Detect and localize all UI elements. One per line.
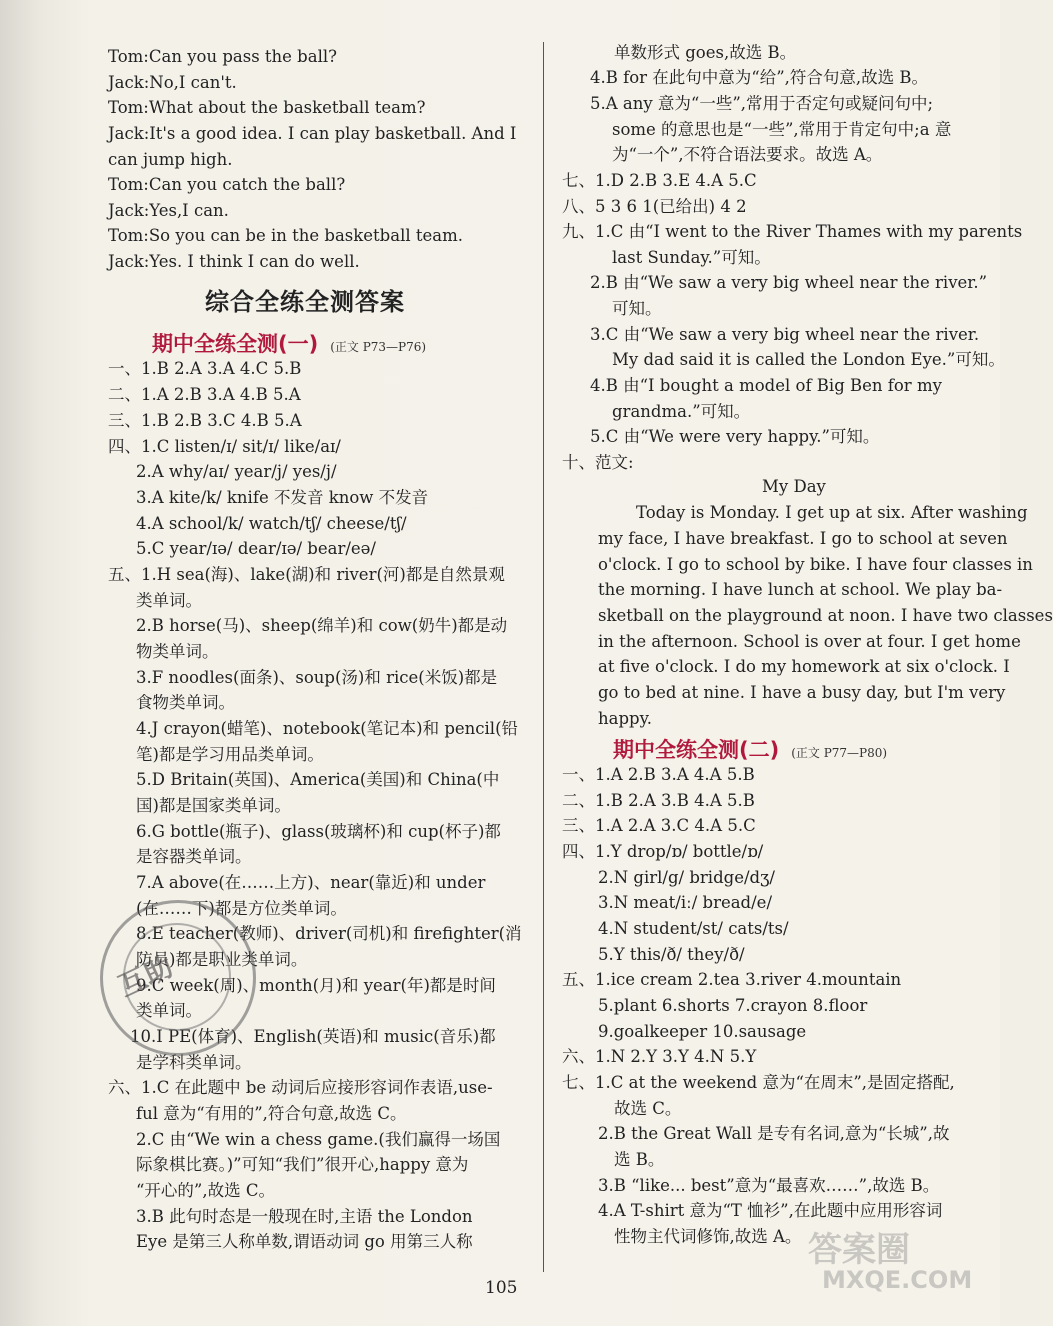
answer-line: 三、1.A 2.A 3.C 4.A 5.C: [562, 816, 756, 835]
answer-line: 四、1.C listen/ɪ/ sit/ɪ/ like/aɪ/: [108, 437, 341, 456]
answer-line: some 的意思也是“一些”,常用于肯定句中;a 意: [612, 120, 952, 139]
answer-line: 可知。: [612, 299, 662, 318]
answer-line: grandma.”可知。: [612, 402, 751, 421]
stamp-text: 互助: [113, 949, 178, 1004]
answer-line: 性物主代词修饰,故选 A。: [614, 1227, 802, 1246]
answer-line: 3.C 由“We saw a very big wheel near the river.: [590, 325, 980, 344]
page-number: 105: [485, 1278, 518, 1298]
answer-line: last Sunday.”可知。: [612, 248, 771, 267]
answer-line: 2.B horse(马)、sheep(绵羊)和 cow(奶牛)都是动: [136, 616, 508, 635]
essay-line: in the afternoon. School is over at four. I get home: [598, 632, 1021, 651]
dialogue-line: Jack:It's a good idea. I can play basketball. And I: [108, 124, 517, 143]
answer-line: 防员)都是职业类单词。: [136, 950, 308, 969]
dialogue-line: Jack:Yes. I think I can do well.: [108, 252, 360, 271]
section-heading-1: [152, 328, 426, 358]
answer-line: 4.A T-shirt 意为“T 恤衫”,在此题中应用形容词: [598, 1201, 943, 1220]
answer-line: 5.A any 意为“一些”,常用于否定句或疑问句中;: [590, 94, 934, 113]
section-title: 期中全练全测(一): [152, 332, 319, 356]
answer-line: 10.I PE(体育)、English(英语)和 music(音乐)都: [130, 1027, 496, 1046]
dialogue-line: Jack:No,I can't.: [108, 73, 237, 92]
answer-line: 九、1.C 由“I went to the River Thames with my parents: [562, 222, 1023, 241]
answer-line: 一、1.A 2.B 3.A 4.A 5.B: [562, 765, 755, 784]
answer-line: 2.B the Great Wall 是专有名词,意为“长城”,故: [598, 1124, 950, 1143]
column-divider: [543, 42, 544, 1272]
answer-line: 笔)都是学习用品类单词。: [136, 745, 324, 764]
answer-line: 4.J crayon(蜡笔)、notebook(笔记本)和 pencil(铅: [136, 719, 519, 738]
essay-line: sketball on the playground at noon. I have two classes: [598, 606, 1053, 625]
essay-title: My Day: [762, 477, 826, 496]
answer-line: 是容器类单词。: [136, 847, 252, 866]
answer-line: 3.B 此句时态是一般现在时,主语 the London: [136, 1207, 473, 1226]
essay-line: o'clock. I go to school by bike. I have four classes in: [598, 555, 1033, 574]
answer-line: 2.A why/aɪ/ year/j/ yes/j/: [136, 462, 337, 481]
stamp-seal: [100, 900, 256, 1056]
answer-line: 五、1.H sea(海)、lake(湖)和 river(河)都是自然景观: [108, 565, 505, 584]
watermark-logo: 答案圈: [808, 1230, 910, 1270]
answer-line: 二、1.A 2.B 3.A 4.B 5.A: [108, 385, 301, 404]
answer-line: 为“一个”,不符合语法要求。故选 A。: [612, 145, 883, 164]
answer-line: 8.E teacher(教师)、driver(司机)和 firefighter(消: [136, 924, 522, 943]
answer-line: (在……下)都是方位类单词。: [136, 899, 347, 918]
answer-line: 5.Y this/ð/ they/ð/: [598, 945, 745, 964]
answer-line: 六、1.N 2.Y 3.Y 4.N 5.Y: [562, 1047, 757, 1066]
answer-line: 5.C 由“We were very happy.”可知。: [590, 427, 880, 446]
answer-line: 单数形式 goes,故选 B。: [614, 43, 797, 62]
watermark-url: MXQE.COM: [822, 1266, 973, 1294]
answer-line: 际象棋比赛。)”可知“我们”很开心,happy 意为: [136, 1155, 469, 1174]
answer-line: 6.G bottle(瓶子)、glass(玻璃杯)和 cup(杯子)都: [136, 822, 501, 841]
answer-line: 5.D Britain(英国)、America(美国)和 China(中: [136, 770, 500, 789]
answer-line: 七、1.C at the weekend 意为“在周末”,是固定搭配,: [562, 1073, 955, 1092]
answer-line: 四、1.Y drop/ɒ/ bottle/ɒ/: [562, 842, 764, 861]
answer-line: 4.B for 在此句中意为“给”,符合句意,故选 B。: [590, 68, 929, 87]
dialogue-line: Tom:What about the basketball team?: [108, 98, 426, 117]
essay-line: the morning. I have lunch at school. We play ba-: [598, 580, 1003, 599]
essay-line: my face, I have breakfast. I go to school at seven: [598, 529, 1008, 548]
answer-line: 4.A school/k/ watch/tʃ/ cheese/tʃ/: [136, 514, 407, 533]
essay-line: at five o'clock. I do my homework at six o'clock. I: [598, 657, 1010, 676]
answer-line: 五、1.ice cream 2.tea 3.river 4.mountain: [562, 970, 902, 989]
dialogue-line: Tom:So you can be in the basketball team.: [108, 226, 463, 245]
answer-line: 3.F noodles(面条)、soup(汤)和 rice(米饭)都是: [136, 668, 498, 687]
essay-line: go to bed at nine. I have a busy day, but I'm very: [598, 683, 1006, 702]
answer-line: 3.A kite/k/ knife 不发音 know 不发音: [136, 488, 429, 507]
answer-line: 一、1.B 2.A 3.A 4.C 5.B: [108, 359, 302, 378]
answer-line: 八、5 3 6 1(已给出) 4 2: [562, 197, 747, 216]
answer-line: 选 B。: [614, 1150, 665, 1169]
answer-line: 9.C week(周)、month(月)和 year(年)都是时间: [136, 976, 496, 995]
answer-line: 4.B 由“I bought a model of Big Ben for my: [590, 376, 942, 395]
answer-line: 七、1.D 2.B 3.E 4.A 5.C: [562, 171, 757, 190]
answer-line: 故选 C。: [614, 1099, 682, 1118]
answer-line: 3.N meat/iː/ bread/e/: [598, 893, 772, 912]
section-ref: (正文 P77—P80): [791, 746, 888, 760]
answer-line: 4.N student/st/ cats/ts/: [598, 919, 789, 938]
dialogue-line: can jump high.: [108, 150, 233, 169]
answer-line: 食物类单词。: [136, 693, 235, 712]
section-ref: (正文 P73—P76): [330, 340, 427, 354]
answer-line: 类单词。: [136, 591, 202, 610]
essay-line: happy.: [598, 709, 652, 728]
answer-line: 十、范文:: [562, 453, 634, 472]
dialogue-line: Jack:Yes,I can.: [108, 201, 229, 220]
answer-line: ful 意为“有用的”,符合句意,故选 C。: [136, 1104, 407, 1123]
answer-line: 类单词。: [136, 1001, 202, 1020]
answer-line: 5.C year/ɪə/ dear/ɪə/ bear/eə/: [136, 539, 376, 558]
answer-line: 物类单词。: [136, 642, 219, 661]
answer-line: 三、1.B 2.B 3.C 4.B 5.A: [108, 411, 302, 430]
answer-line: 二、1.B 2.A 3.B 4.A 5.B: [562, 791, 755, 810]
answer-line: “开心的”,故选 C。: [136, 1181, 275, 1200]
answer-line: Eye 是第三人称单数,谓语动词 go 用第三人称: [136, 1232, 473, 1251]
answer-line: 国)都是国家类单词。: [136, 796, 291, 815]
answer-line: 2.B 由“We saw a very big wheel near the river.”: [590, 273, 988, 292]
answer-line: 7.A above(在……上方)、near(靠近)和 under: [136, 873, 486, 892]
answer-line: My dad said it is called the London Eye.”可知。: [612, 350, 1005, 369]
answer-line: 2.N girl/g/ bridge/dʒ/: [598, 868, 775, 887]
dialogue-line: Tom:Can you catch the ball?: [108, 175, 346, 194]
answer-line: 是学科类单词。: [136, 1053, 252, 1072]
answer-line: 9.goalkeeper 10.sausage: [598, 1022, 807, 1041]
answer-line: 3.B “like... best”意为“最喜欢……”,故选 B。: [598, 1176, 940, 1195]
answer-line: 2.C 由“We win a chess game.(我们赢得一场国: [136, 1130, 501, 1149]
dialogue-line: Tom:Can you pass the ball?: [108, 47, 337, 66]
answer-line: 六、1.C 在此题中 be 动词后应接形容词作表语,use-: [108, 1078, 493, 1097]
section-title: 期中全练全测(二): [613, 738, 780, 762]
answer-line: 5.plant 6.shorts 7.crayon 8.floor: [598, 996, 868, 1015]
main-title: 综合全练全测答案: [205, 288, 405, 316]
essay-line: Today is Monday. I get up at six. After washing: [636, 503, 1028, 522]
section-heading-2: [613, 734, 887, 764]
